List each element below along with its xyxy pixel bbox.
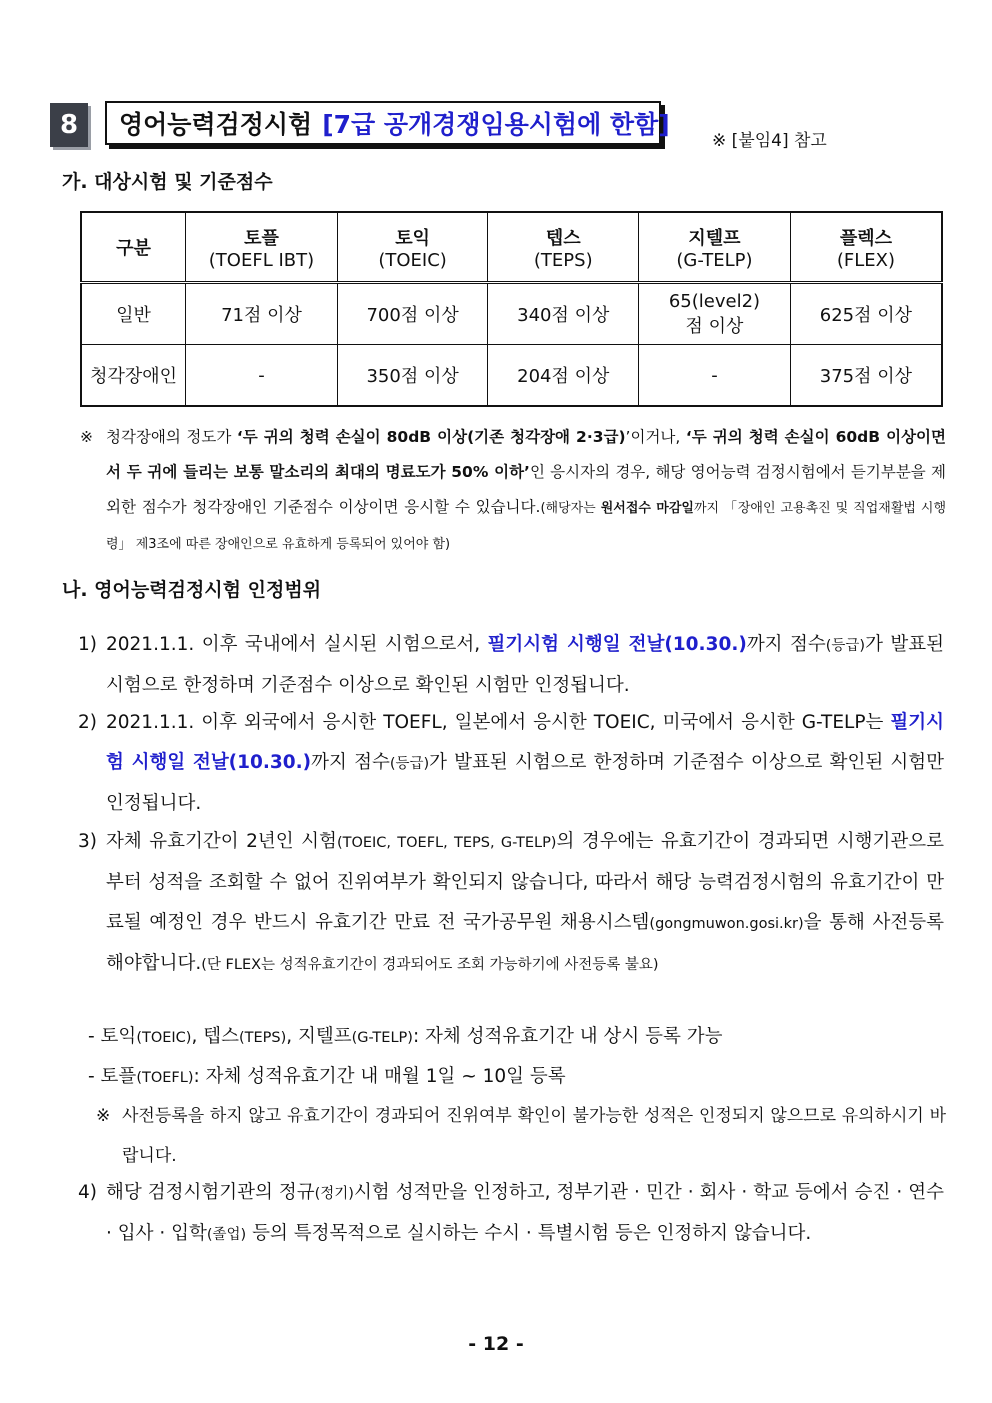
table-cell: 65(level2) 점 이상	[639, 283, 791, 345]
table-cell: 375점 이상	[790, 345, 942, 407]
table-cell: 일반	[81, 283, 186, 345]
list-item: 3) 자체 유효기간이 2년인 시험(TOEIC, TOEFL, TEPS, G-TELP)의 경우에는 유효기간이 경과되면 시행기관으로부터 성적을 조회할 수 없어 진위여부가 확인되지 않습니다, 따라서 해당 능력검정시험의 유효기간이 만료될 예정인 경우 반드시 유효기간 만료 전 국가공무원 채용시스템(gongmuwon.gosi.kr)을 통해 사전등록 해야합니다.(단 FLEX는 성적유효기간이 경과되어도 조회 가능하기에 사전등록 불요)	[78, 831, 944, 974]
section-number-badge: 8	[50, 103, 88, 147]
score-table	[80, 211, 943, 407]
note-mark: ※	[80, 428, 93, 446]
table-row	[81, 345, 942, 407]
section-title-sub: [7급 공개경쟁임용시험에 한함]	[322, 110, 670, 139]
page-number: - 12 -	[468, 1333, 524, 1355]
table-cell: -	[639, 345, 791, 407]
table-header-cell: 토익 (TOEIC)	[337, 212, 488, 283]
table-cell: 204점 이상	[488, 345, 639, 407]
section-title: 영어능력검정시험	[119, 110, 313, 139]
table-cell: 340점 이상	[488, 283, 639, 345]
table-cell: 700점 이상	[337, 283, 488, 345]
table-cell: 625점 이상	[790, 283, 942, 345]
hearing-impaired-note	[80, 420, 946, 562]
table-header-row	[81, 212, 942, 283]
subheading-recognition-scope: 나. 영어능력검정시험 인정범위	[62, 579, 322, 601]
table-header-cell: 토플 (TOEFL IBT)	[186, 212, 338, 283]
list-item: 2) 2021.1.1. 이후 외국에서 응시한 TOEFL, 일본에서 응시한 TOEIC, 미국에서 응시한 G-TELP는 필기시험 시행일 전날(10.30.)까지 점수(등급)가 발표된 시험으로 한정하며 기준점수 이상으로 확인된 시험만 인정됩니다.	[78, 712, 944, 814]
tip-toefl: - 토플(TOEFL): 자체 성적유효기간 내 매월 1일 ~ 10일 등록	[88, 1066, 566, 1087]
section-title-box	[105, 101, 670, 145]
table-cell: 350점 이상	[337, 345, 488, 407]
table-cell: 71점 이상	[186, 283, 338, 345]
table-header-cell: 텝스 (TEPS)	[488, 212, 639, 283]
table-cell: -	[186, 345, 338, 407]
attachment-reference: ※ [붙임4] 참고	[712, 131, 827, 151]
subheading-target-exams: 가. 대상시험 및 기준점수	[62, 171, 273, 193]
table-header-cell: 플렉스 (FLEX)	[790, 212, 942, 283]
preregistration-warning: ※ 사전등록을 하지 않고 유효기간이 경과되어 진위여부 확인이 불가능한 성적은 인정되지 않으므로 유의하시기 바랍니다.	[96, 1106, 946, 1166]
list-item: 4) 해당 검정시험기관의 정규(정기)시험 성적만을 인정하고, 정부기관 · 민간 · 회사 · 학교 등에서 승진 · 연수 · 입사 · 입학(졸업) 등의 특정목적으로 실시하는 수시 · 특별시험 등은 인정하지 않습니다.	[78, 1182, 945, 1244]
table-row	[81, 283, 942, 345]
table-header-cell: 지텔프 (G-TELP)	[639, 212, 791, 283]
tip-toeic-teps-gtelp: - 토익(TOEIC), 텝스(TEPS), 지텔프(G-TELP): 자체 성적유효기간 내 상시 등록 가능	[88, 1026, 723, 1047]
list-item: 1) 2021.1.1. 이후 국내에서 실시된 시험으로서, 필기시험 시행일 전날(10.30.)까지 점수(등급)가 발표된 시험으로 한정하며 기준점수 이상으로 확인된 시험만 인정됩니다.	[78, 634, 944, 696]
table-header-cell: 구분	[81, 212, 186, 283]
table-cell: 청각장애인	[81, 345, 186, 407]
note-text: 청각장애의 정도가 ‘두 귀의 청력 손실이 80dB 이상(기존 청각장애 2·3급)’이거나, ‘두 귀의 청력 손실이 60dB 이상이면서 두 귀에 들리는 보통 말소리의 최대의 명료도가 50% 이하’인 응시자의 경우, 해당 영어능력 검정시험에서 듣기부분을 제외한 점수가 청각장애인 기준점수 이상이면 응시할 수 있습니다.(해당자는 원서접수 마감일까지 「장애인 고용촉진 및 직업재활법 시행령」 제3조에 따른 장애인으로 유효하게 등록되어 있어야 함)	[106, 428, 947, 552]
